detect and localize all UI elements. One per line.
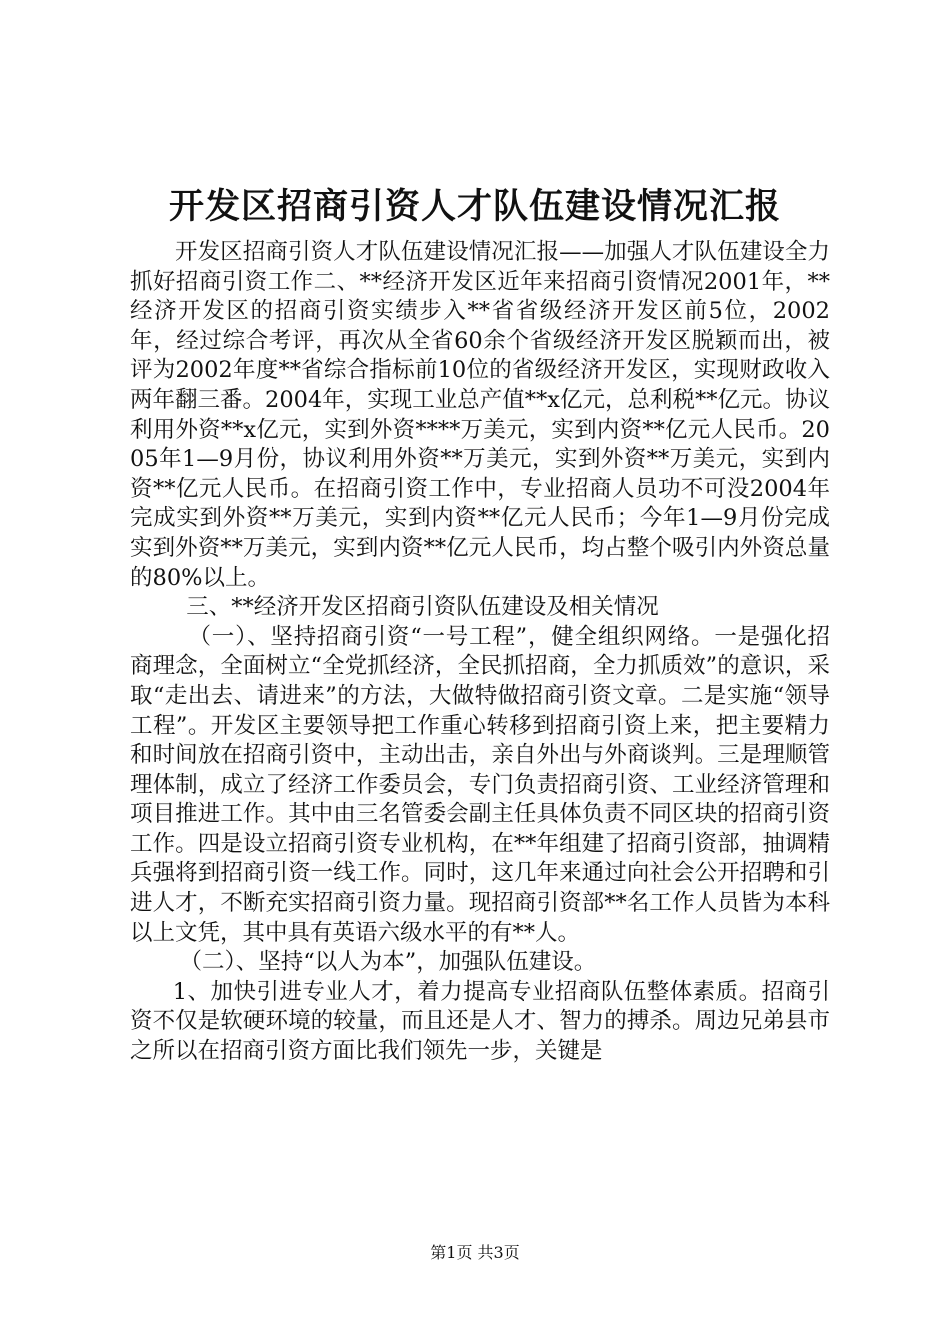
- paragraph-investment-overview: 开发区招商引资人才队伍建设情况汇报——加强人才队伍建设全力抓好招商引资工作二、**经济开发区近年来招商引资情况2001年，**经济开发区的招商引资实绩步入**省省级经济开发区前5位，2002年，经过综合考评，再次从全省60余个省级经济开发区脱颖而出，被评为2002年度**省综合指标前10位的省级经济开发区，实现财政收入两年翻三番。2004年，实现工业总产值**x亿元，总利税**亿元。协议利用外资**x亿元，实到外资****万美元，实到内资**亿元人民币。2005年1—9月份，协议利用外资**万美元，实到外资**万美元，实到内资**亿元人民币。在招商引资工作中，专业招商人员功不可没2004年完成实到外资**万美元，实到内资**亿元人民币；今年1—9月份完成实到外资**万美元，实到内资**亿元人民币，均占整个吸引内外资总量的80%以上。: [130, 239, 830, 591]
- paragraph-organization-network: （一）、坚持招商引资“一号工程”，健全组织网络。一是强化招商理念，全面树立“全党抓经济，全民抓招商，全力抓质效”的意识，采取“走出去、请进来”的方法，大做特做招商引资文章。二是实施“领导工程”。开发区主要领导把工作重心转移到招商引资上来，把主要精力和时间放在招商引资中，主动出击，亲自外出与外商谈判。三是理顺管理体制，成立了经济工作委员会，专门负责招商引资、工业经济管理和项目推进工作。其中由三名管委会副主任具体负责不同区块的招商引资工作。四是设立招商引资专业机构，在**年组建了招商引资部，抽调精兵强将到招商引资一线工作。同时，这几年来通过向社会公开招聘和引进人才，不断充实招商引资力量。现招商引资部**名工作人员皆为本科以上文凭，其中具有英语六级水平的有**人。: [130, 623, 830, 946]
- section-heading-team-building: 三、**经济开发区招商引资队伍建设及相关情况: [186, 594, 659, 621]
- paragraph-talent-recruitment: 1、加快引进专业人才，着力提高专业招商队伍整体素质。招商引资不仅是软硬环境的较量，而且还是人才、智力的搏杀。周边兄弟县市之所以在招商引资方面比我们领先一步，关键是: [130, 978, 830, 1065]
- document-title: 开发区招商引资人才队伍建设情况汇报: [168, 186, 781, 227]
- paragraph-people-oriented: （二）、坚持“以人为本”，加强队伍建设。: [179, 949, 597, 976]
- document-body: [130, 238, 830, 1067]
- page-number-footer: 第1页 共3页: [430, 1243, 520, 1262]
